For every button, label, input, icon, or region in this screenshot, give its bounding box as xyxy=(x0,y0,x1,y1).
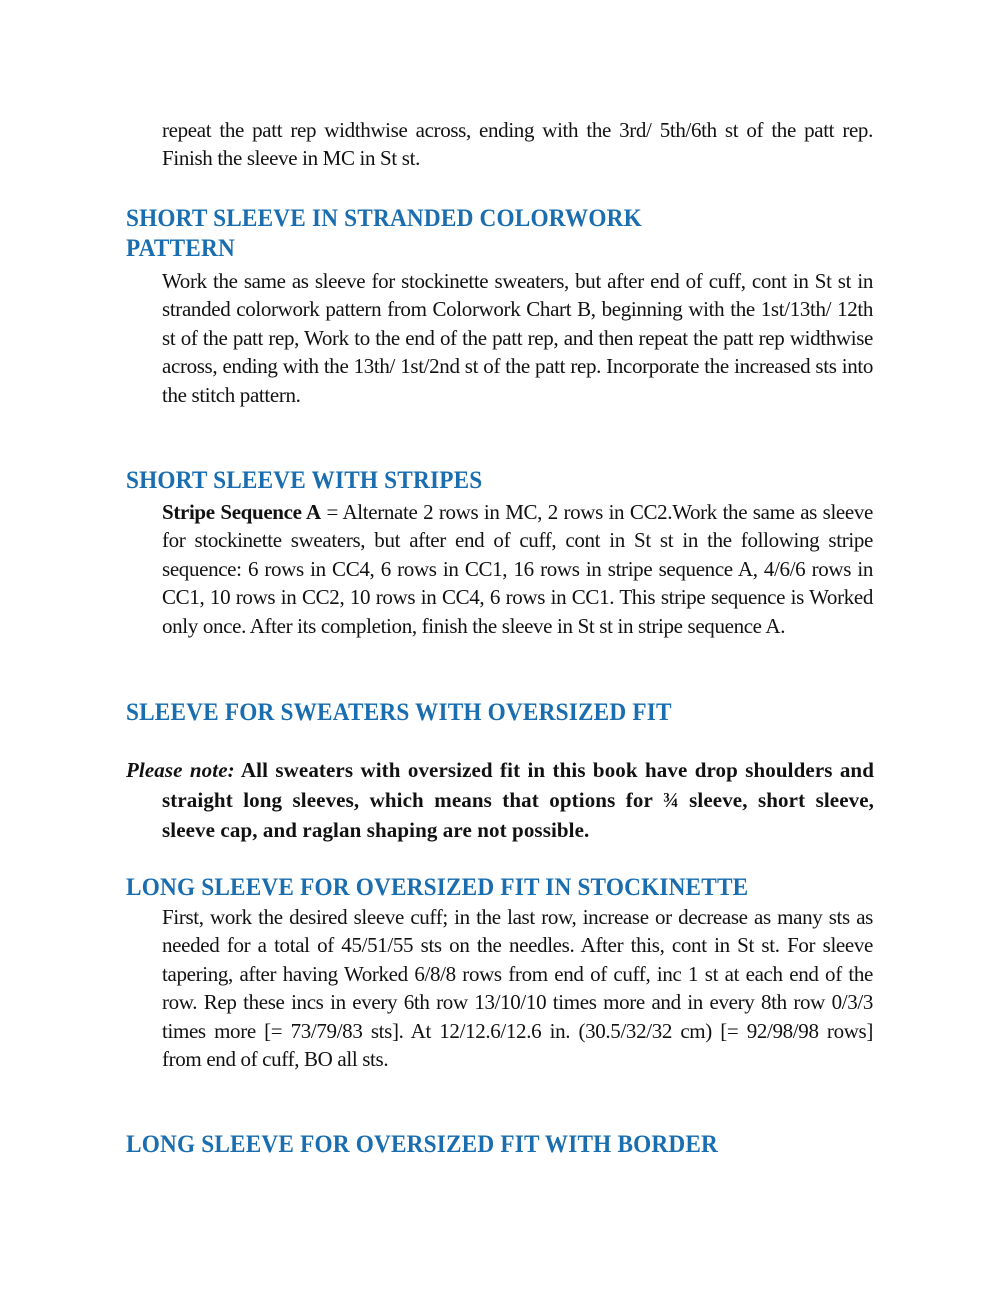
heading-sleeve-oversized-fit: SLEEVE FOR SWEATERS WITH OVERSIZED FIT xyxy=(126,699,672,726)
heading-long-sleeve-stockinette: LONG SLEEVE FOR OVERSIZED FIT IN STOCKINETTE xyxy=(126,874,749,901)
stripe-sequence-text: = Alternate 2 rows in MC, 2 rows in CC2.Work the same as sleeve for stockinette sweaters, but after end of cuff, cont in St st in the following stripe sequence: 6 rows in CC4, 6 rows in CC1, 16 rows in stripe sequence A, 4/6/6 rows in CC1, 10 rows in CC2, 10 rows in CC4, 6 rows in CC1. This stripe sequence is Worked only once. After its completion, finish the sleeve in St st in stripe sequence A. xyxy=(162,500,873,638)
heading-short-sleeve-stripes: SHORT SLEEVE WITH STRIPES xyxy=(126,467,483,494)
note-oversized-fit xyxy=(126,755,874,845)
paragraph-colorwork-continued: repeat the patt rep widthwise across, ending with the 3rd/ 5th/6th st of the patt rep. Finish the sleeve in MC in St st. xyxy=(162,118,873,171)
stripe-sequence-label: Stripe Sequence A xyxy=(162,500,321,524)
paragraph-stripes xyxy=(162,498,873,640)
heading-short-sleeve-stranded-colorwork xyxy=(126,204,642,264)
heading-long-sleeve-border: LONG SLEEVE FOR OVERSIZED FIT WITH BORDER xyxy=(126,1131,719,1158)
paragraph-stranded-colorwork: Work the same as sleeve for stockinette sweaters, but after end of cuff, cont in St st in stranded colorwork pattern from Colorwork Chart B, beginning with the 1st/13th/ 12th st of the patt rep, Work to the end of the patt rep, and then repeat the patt rep widthwise across, ending with the 13th/ 1st/2nd st of the patt rep. Incorporate the increased sts into the stitch pattern. xyxy=(162,269,873,407)
paragraph-long-sleeve-stockinette: First, work the desired sleeve cuff; in the last row, increase or decrease as many sts as needed for a total of 45/51/55 sts on the needles. After this, cont in St st. For sleeve tapering, after having Worked 6/8/8 rows from end of cuff, inc 1 st at each end of the row. Rep these incs in every 6th row 13/10/10 times more and in every 8th row 0/3/3 times more [= 73/79/83 sts]. At 12/12.6/12.6 in. (30.5/32/32 cm) [= 92/98/98 rows] from end of cuff, BO all sts. xyxy=(162,905,873,1072)
heading-line-2: PATTERN xyxy=(126,235,235,262)
heading-line-1: SHORT SLEEVE IN STRANDED COLORWORK xyxy=(126,205,642,232)
note-label: Please note: xyxy=(126,758,235,782)
note-text: All sweaters with oversized fit in this book have drop shoulders and straight long sleeves, which means that options for ¾ sleeve, short sleeve, sleeve cap, and raglan shaping are not possible. xyxy=(162,758,874,842)
